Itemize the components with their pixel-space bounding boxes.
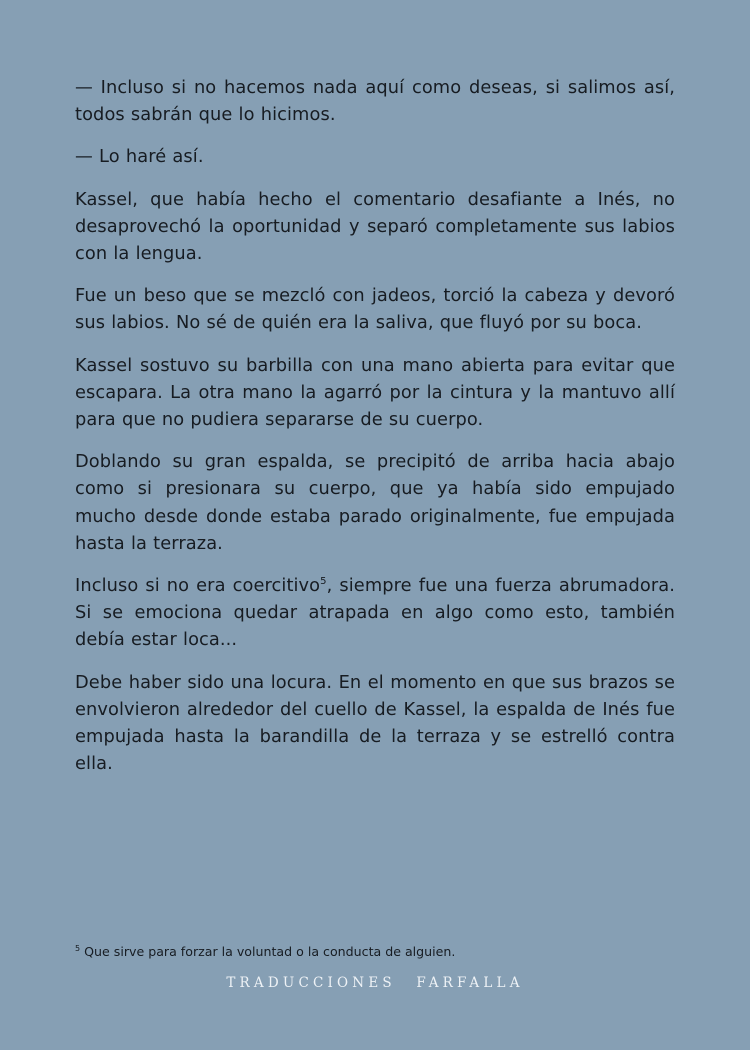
paragraph: Debe haber sido una locura. En el momento en que sus brazos se envolvieron alrededor del cuello de Kassel, la espalda de Inés fue empujada hasta la barandilla de la terraza y se estrelló contra ella. bbox=[75, 671, 675, 775]
paragraph-text-after: , siempre fue una fuerza abrumadora. Si se emociona quedar atrapada en algo como esto, también debía estar loca... bbox=[75, 575, 675, 651]
paragraph: — Lo haré así. bbox=[75, 146, 204, 168]
paragraph-with-footnote bbox=[75, 572, 675, 654]
footnote-mark: 5 bbox=[75, 944, 81, 953]
paragraph: Kassel sostuvo su barbilla con una mano abierta para evitar que escapara. La otra mano la agarró por la cintura y la mantuvo allí para que no pudiera separarse de su cuerpo. bbox=[75, 354, 675, 431]
paragraph: Fue un beso que se mezcló con jadeos, torció la cabeza y devoró sus labios. No sé de quién era la saliva, que fluyó por su boca. bbox=[75, 285, 675, 334]
paragraph: Kassel, que había hecho el comentario desafiante a Inés, no desaprovechó la oportunidad y separó completamente sus labios con la lengua. bbox=[75, 188, 675, 265]
footnote-reference[interactable]: 5 bbox=[320, 576, 327, 588]
page-body bbox=[75, 74, 675, 792]
footnote-text: Que sirve para forzar la voluntad o la conducta de alguien. bbox=[84, 944, 456, 959]
paragraph: — Incluso si no hacemos nada aquí como deseas, si salimos así, todos sabrán que lo hicimos. bbox=[75, 77, 675, 126]
footnote bbox=[75, 943, 675, 961]
paragraph-text-before: Incluso si no era coercitivo bbox=[75, 575, 321, 597]
footer-credit: TRADUCCIONES FARFALLA bbox=[226, 975, 524, 991]
paragraph: Doblando su gran espalda, se precipitó de arriba hacia abajo como si presionara su cuerpo, que ya había sido empujado mucho desde donde estaba parado originalmente, fue empujada hasta la terraza. bbox=[75, 451, 675, 554]
